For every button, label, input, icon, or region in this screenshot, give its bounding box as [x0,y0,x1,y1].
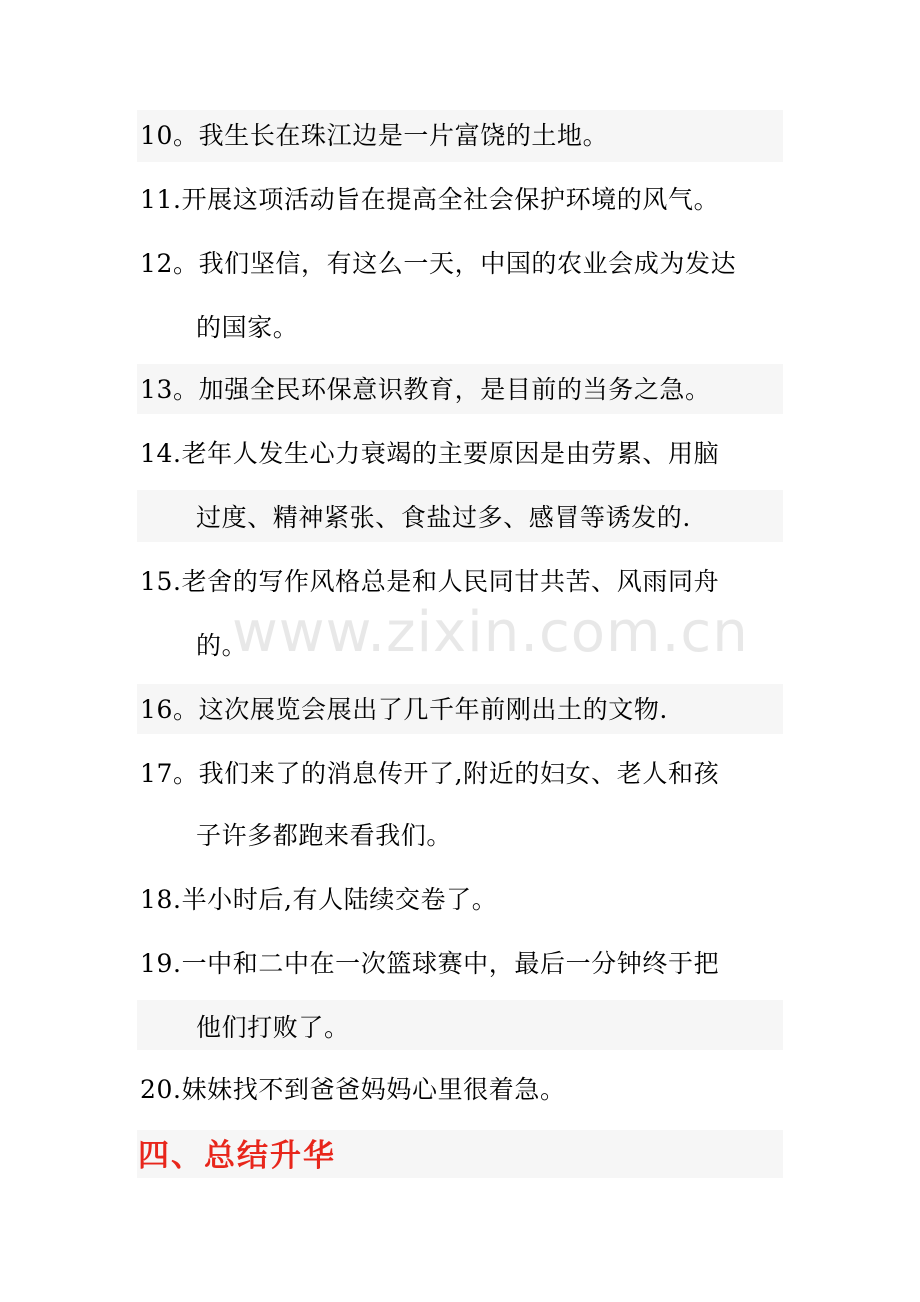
item-text: 这次展览会展出了几千年前刚出土的文物. [198,695,668,724]
item-number: 19. [140,949,182,978]
list-item-continuation [196,312,856,344]
list-item-continuation [196,630,856,662]
list-item [140,566,800,598]
item-text: 我们来了的消息传开了,附近的妇女、老人和孩 [198,759,720,788]
list-item [140,248,800,280]
list-item [140,374,800,406]
item-text: 老年人发生心力衰竭的主要原因是由劳累、用脑 [181,439,720,468]
item-text: 一中和二中在一次篮球赛中，最后一分钟终于把 [181,949,720,978]
list-item-continuation [196,502,856,534]
list-item [140,438,800,470]
item-text: 开展这项活动旨在提高全社会保护环境的风气。 [181,185,720,214]
section-heading: 四、总结升华 [138,1138,336,1174]
list-item [140,1074,800,1106]
item-number: 12。 [140,249,199,278]
item-text: 半小时后,有人陆续交卷了。 [181,885,498,914]
list-item [140,120,800,152]
item-text: 子许多都跑来看我们。 [196,821,453,850]
item-number: 10。 [140,121,199,150]
watermark: www.zixin.com.cn [232,600,749,665]
item-number: 18. [140,885,182,914]
item-number: 17。 [140,759,199,788]
item-number: 20. [140,1075,182,1104]
item-text: 的。 [196,631,248,660]
item-number: 14. [140,439,182,468]
item-number: 16。 [140,695,199,724]
list-item-continuation [196,820,856,852]
item-number: 15. [140,567,182,596]
item-text: 他们打败了。 [196,1013,350,1042]
list-item [140,884,800,916]
list-item [140,694,800,726]
list-item-continuation [196,1012,856,1044]
item-text: 的国家。 [196,313,299,342]
item-text: 我们坚信，有这么一天，中国的农业会成为发达 [198,249,737,278]
list-item [140,184,800,216]
item-text: 我生长在珠江边是一片富饶的土地。 [198,121,609,150]
item-text: 妹妹找不到爸爸妈妈心里很着急。 [181,1075,566,1104]
item-text: 过度、精神紧张、食盐过多、感冒等诱发的. [196,503,691,532]
list-item [140,758,800,790]
item-number: 13。 [140,375,199,404]
item-text: 加强全民环保意识教育，是目前的当务之急。 [198,375,711,404]
item-number: 11. [140,185,182,214]
item-text: 老舍的写作风格总是和人民同甘共苦、风雨同舟 [181,567,720,596]
list-item [140,948,800,980]
